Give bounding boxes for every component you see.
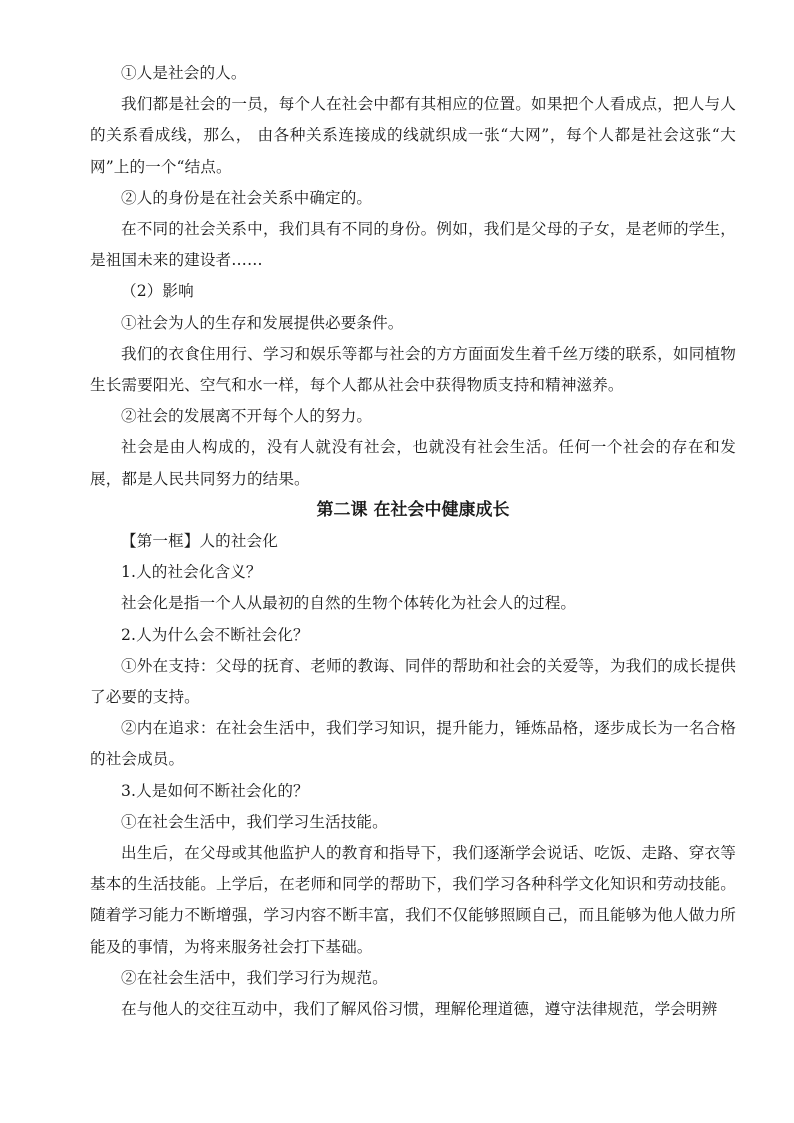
question: 3.人是如何不断社会化的？ [121, 781, 309, 800]
lesson-heading: 第二课 在社会中健康成长 [316, 499, 510, 520]
paragraph: ②人的身份是在社会关系中确定的。 [121, 188, 373, 207]
paragraph: ②在社会生活中，我们学习行为规范。 [121, 968, 388, 987]
paragraph: ②社会的发展离不开每个人的努力。 [121, 407, 373, 426]
question: 1.人的社会化含义？ [121, 563, 262, 582]
paragraph: 社会化是指一个人从最初的自然的生物个体转化为社会人的过程。 [121, 594, 577, 613]
paragraph: 我们都是社会的一员，每个人在社会中都有其相应的位置。如果把个人看成点，把人与人的关系看成线，那么， 由各种关系连接成的线就织成一张“大网”，每个人都是社会这张“大网”上的一个“结点。 [90, 95, 736, 176]
paragraph: 在不同的社会关系中，我们具有不同的身份。例如，我们是父母的子女，是老师的学生，是祖国未来的建设者…… [90, 220, 736, 270]
document-page [90, 58, 736, 1025]
paragraph: ①社会为人的生存和发展提供必要条件。 [121, 313, 404, 332]
paragraph: 出生后，在父母或其他监护人的教育和指导下，我们逐渐学会说话、吃饭、走路、穿衣等基本的生活技能。上学后，在老师和同学的帮助下，我们学习各种科学文化知识和劳动技能。随着学习能力不断增强，学习内容不断丰富，我们不仅能够照顾自己，而且能够为他人做力所能及的事情，为将来服务社会打下基础。 [90, 844, 736, 956]
paragraph: ①人是社会的人。 [121, 64, 247, 82]
paragraph: ②内在追求：在社会生活中，我们学习知识，提升能力，锤炼品格，逐步成长为一名合格的社会成员。 [90, 719, 736, 769]
paragraph: ①在社会生活中，我们学习生活技能。 [121, 812, 388, 831]
section-title: 【第一框】人的社会化 [121, 532, 278, 551]
paragraph: 在与他人的交往互动中，我们了解风俗习惯，理解伦理道德，遵守法律规范，学会明辨 [121, 1000, 718, 1019]
paragraph: ①外在支持：父母的抚育、老师的教诲、同伴的帮助和社会的关爱等，为我们的成长提供了必要的支持。 [90, 656, 736, 707]
paragraph: 社会是由人构成的，没有人就没有社会，也就没有社会生活。任何一个社会的存在和发展，都是人民共同努力的结果。 [90, 438, 736, 488]
paragraph: （2）影响 [121, 282, 194, 301]
question: 2.人为什么会不断社会化？ [121, 625, 309, 644]
paragraph: 我们的衣食住用行、学习和娱乐等都与社会的方方面面发生着千丝万缕的联系，如同植物生长需要阳光、空气和水一样，每个人都从社会中获得物质支持和精神滋养。 [90, 344, 736, 395]
